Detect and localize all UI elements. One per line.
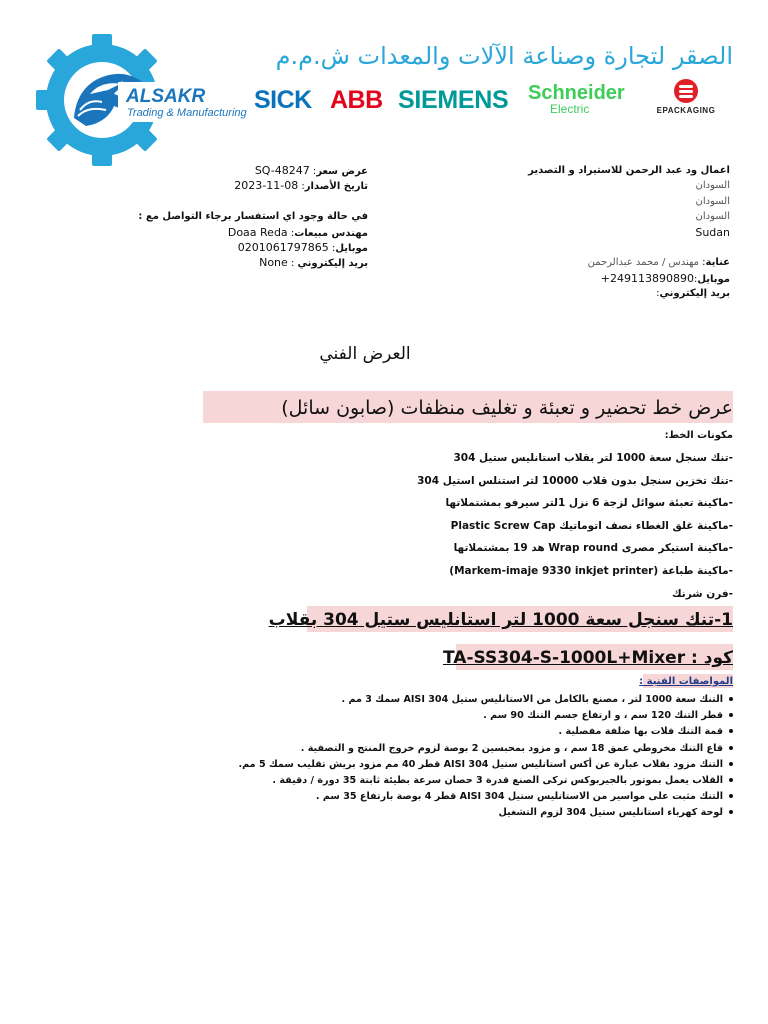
customer-mobile-row: موبايل:+249113890890 xyxy=(600,271,730,285)
spec-text: لوحة كهرباء استانليس ستيل 304 لزوم التشغيل xyxy=(498,807,723,819)
quote-info-block xyxy=(138,163,368,271)
inquiry-note-text: في حالة وجود اي استفسار برجاء التواصل مع : xyxy=(138,211,368,223)
quote-number: SQ-48247 xyxy=(254,164,310,177)
attention-name: مهندس / محمد عبدالرحمن xyxy=(587,257,699,269)
components-list xyxy=(300,451,733,609)
spec-text: قمة التنك فلات بها ضلفة مفصلية . xyxy=(558,726,723,738)
spec-text: التنك مزود بقلاب عبارة عن أكس استانليس ستيل AISI 304 قطر 40 مم مزود بريش تقليب سمك 5 مم. xyxy=(238,758,723,770)
specs-list xyxy=(200,693,733,823)
email-value: None xyxy=(259,256,288,270)
bullet-icon xyxy=(729,713,733,717)
customer-company: اعمال ود عبد الرحمن للاستيراد و التصدير xyxy=(528,165,730,176)
list-item: -ماكينة طباعة (Markem-imaje 9330 inkjet printer) xyxy=(449,564,733,577)
sales-engineer-row: مهندس مبيعات: Doaa Reda xyxy=(227,225,368,239)
quote-number-row: عرض سعر: SQ-48247 xyxy=(254,164,368,177)
list-item: -فرن شرنك xyxy=(672,587,733,600)
customer-country: Sudan xyxy=(695,225,730,239)
customer-mobile: +249113890890 xyxy=(600,271,694,285)
spec-text: القلاب يعمل بموتور بالجيربوكس تركى الصنع قدرة 3 حصان سرعة بطيئة ثابتة 35 دورة / دقيقة . xyxy=(272,774,723,786)
spec-text: قاع التنك مخروطي عمق 18 سم ، و مزود بمحبسين 2 بوصة لزوم خروج المنتج و التصفية . xyxy=(300,742,723,754)
abb-brand-logo: ABB xyxy=(330,85,383,114)
issue-date-label: تاريخ الأصدار xyxy=(304,181,368,193)
inquiry-note xyxy=(138,209,368,224)
customer-mobile-label: موبايل xyxy=(697,273,730,285)
spec-text: التنك سعة 1000 لتر ، مصنع بالكامل من الاستانليس ستيل AISI 304 سمك 3 مم . xyxy=(341,694,723,705)
email-row: بريد إليكتروني : None xyxy=(259,256,368,270)
list-item: -ماكينة استيكر مصرى Wrap round هد 19 بمشتملاتها xyxy=(453,542,733,555)
logo-tagline-text: Trading & Manufacturing xyxy=(127,107,247,119)
mobile-number: 0201061797865 xyxy=(237,240,329,254)
bullet-icon xyxy=(729,697,733,701)
sales-engineer-name: Doaa Reda xyxy=(227,225,288,239)
list-item xyxy=(200,790,733,806)
customer-address-1: السودان xyxy=(695,180,730,192)
schneider-brand-logo xyxy=(528,82,625,118)
issue-date: 2023-11-08 xyxy=(234,179,299,193)
list-item xyxy=(200,774,733,790)
bullet-icon xyxy=(729,746,733,750)
schneider-name: Schneider xyxy=(528,82,625,104)
list-item xyxy=(200,806,733,822)
epackaging-brand-logo xyxy=(640,78,732,118)
mobile-label: موبايل xyxy=(335,242,368,254)
technical-offer-title: العرض الفني xyxy=(319,344,411,364)
list-item xyxy=(200,742,733,758)
list-item: -ماكينة تعبئة سوائل لزجة 6 نزل 1لتر سيرفو بمشتملاتها xyxy=(445,497,733,510)
main-heading: عرض خط تحضير و تعبئة و تغليف منظفات (صابون سائل) xyxy=(203,391,733,423)
sick-brand-logo: SICK xyxy=(254,85,312,114)
schneider-electric: Electric xyxy=(550,102,590,116)
mobile-row: موبايل: 0201061797865 xyxy=(237,240,368,254)
attention-row: عناية: مهندس / محمد عبدالرحمن xyxy=(587,257,730,269)
customer-email-row: بريد إليكتروني: xyxy=(656,288,730,300)
spec-text: قطر التنك 120 سم ، و ارتفاع جسم التنك 90 سم . xyxy=(483,710,723,722)
list-item: -تنك سنجل سعة 1000 لتر بقلاب استانليس ستيل 304 xyxy=(453,452,733,464)
customer-info-block xyxy=(440,163,730,302)
siemens-brand-logo: SIEMENS xyxy=(398,85,509,114)
company-name-arabic: الصقر لتجارة وصناعة الآلات والمعدات ش.م.م xyxy=(275,42,733,70)
list-item: -تنك تخزين سنجل بدون قلاب 10000 لتر استنلس استيل 304 xyxy=(417,474,733,487)
spec-text: التنك مثبت على مواسير من الاستانليس ستيل AISI 304 قطر 4 بوصة بارتفاع 35 سم . xyxy=(315,791,723,803)
section-heading: 1-تنك سنجل سعة 1000 لتر استانليس ستيل 304 بقلاب xyxy=(307,606,733,632)
list-item xyxy=(200,693,733,709)
customer-email-label: بريد إليكتروني xyxy=(659,288,730,300)
list-item xyxy=(200,758,733,774)
alsakr-logo xyxy=(30,32,245,172)
product-code-heading: كود : TA-SS304-S-1000L+Mixer xyxy=(456,644,733,670)
bullet-icon xyxy=(729,794,733,798)
epackaging-text: EPACKAGING xyxy=(656,106,716,115)
bullet-icon xyxy=(729,729,733,733)
issue-date-row: تاريخ الأصدار: 2023-11-08 xyxy=(234,179,368,193)
list-item xyxy=(200,725,733,741)
logo-brand-text: ALSAKR xyxy=(126,86,206,107)
customer-address-3: السودان xyxy=(695,211,730,223)
bullet-icon xyxy=(729,810,733,814)
customer-address-2: السودان xyxy=(695,195,730,207)
components-label: مكونات الخط: xyxy=(664,430,733,441)
epackaging-icon xyxy=(640,78,732,106)
attention-label: عناية xyxy=(705,257,730,269)
specs-label: المواصفات الفنية : xyxy=(639,676,733,687)
list-item: -ماكينة غلق الغطاء نصف اتوماتيك Plastic Screw Cap xyxy=(450,519,733,532)
bullet-icon xyxy=(729,778,733,782)
sales-engineer-label: مهندس مبيعات xyxy=(294,227,368,239)
bullet-icon xyxy=(729,762,733,766)
list-item xyxy=(200,709,733,725)
email-label: بريد إليكتروني xyxy=(297,258,368,270)
quote-label: عرض سعر xyxy=(316,166,368,177)
